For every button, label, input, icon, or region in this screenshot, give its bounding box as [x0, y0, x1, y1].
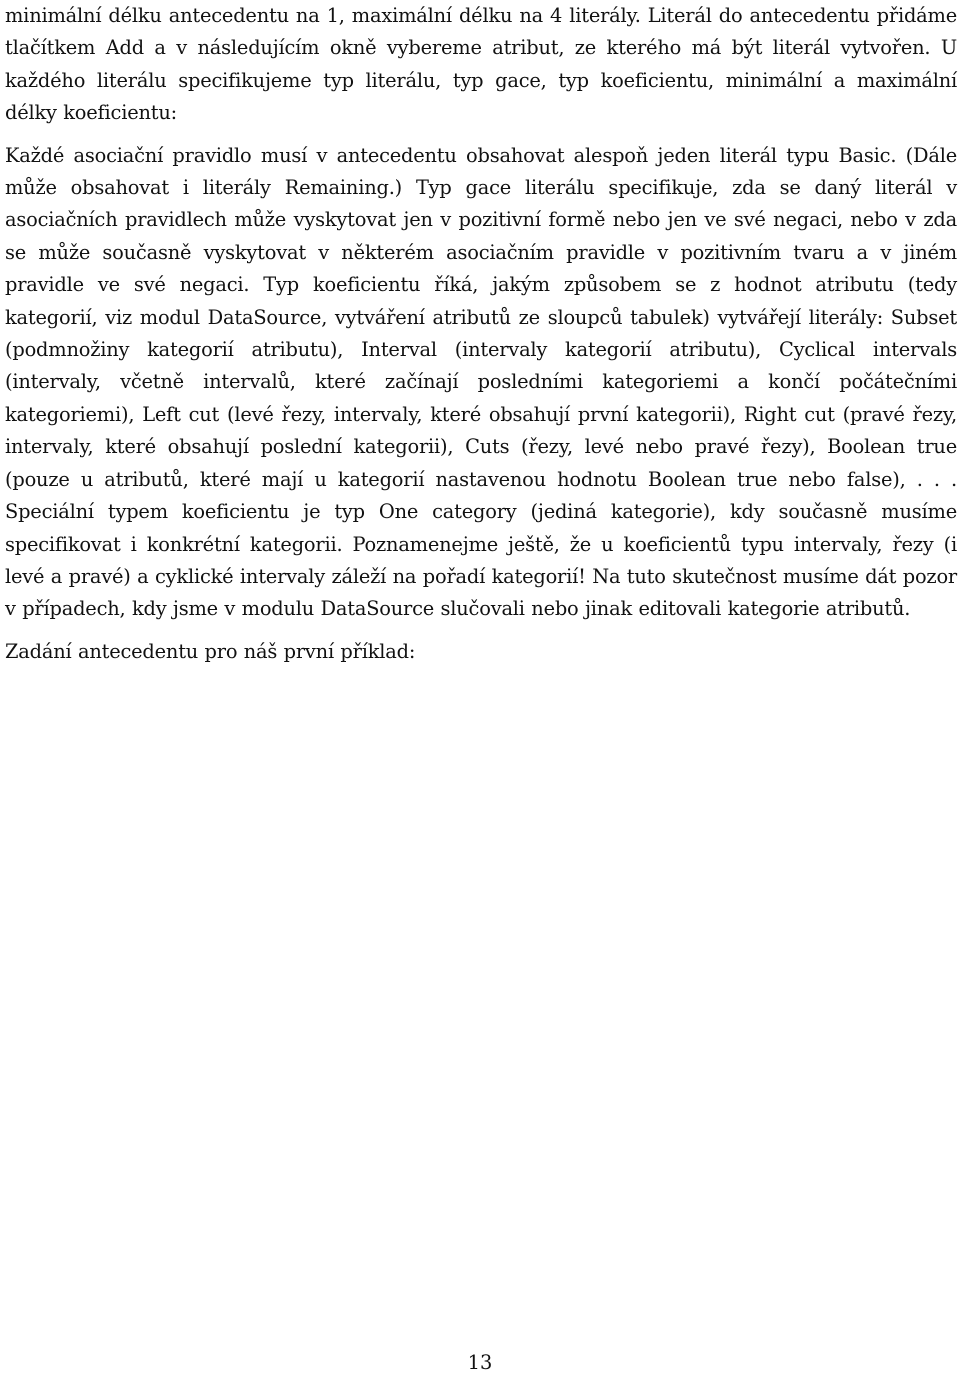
paragraph-antecedent-heading: Zadání antecedentu pro náš první příklad:	[5, 639, 416, 663]
page-number: 13	[467, 1351, 493, 1374]
paragraph-literal-types: Každé asociační pravidlo musí v antecedentu obsahovat alespoň jeden literál typu Basic. (Dále může obsahovat i literály Remaining.) Typ gace literálu specifikuje, zda se daný literál v asociačních pravidlech může vyskytovat jen v pozitivní formě nebo jen ve své negaci, nebo v zda se může současně vyskytovat v některém asociačním pravidle v pozitivním tvaru a v jiném pravidle ve své negaci. Typ koeficientu říká, jakým způsobem se z hodnot atributu (tedy kategorií, viz modul DataSource, vytváření atributů ze sloupců tabulek) vytvářejí literály: Subset (podmnožiny kategorií atributu), Interval (intervaly kategorií atributu), Cyclical intervals (intervaly, včetně intervalů, které začínají posledními kategoriemi a končí počátečními kategoriemi), Left cut (levé řezy, intervaly, které obsahují první kategorii), Right cut (pravé řezy, intervaly, které obsahují poslední kategorii), Cuts (řezy, levé nebo pravé řezy), Boolean true (pouze u atributů, které mají u kategorií nastavenou hodnotu Boolean true nebo false), . . . Speciální typem koeficientu je typ One category (jediná kategorie), kdy současně musíme specifikovat i konkrétní kategorii. Poznamenejme ještě, že u koeficientů typu intervaly, řezy (i levé a pravé) a cyklické intervaly záleží na pořadí kategorií! Na tuto skutečnost musíme dát pozor v případech, kdy jsme v modulu DataSource slučovali nebo jinak editovali kategorie atributů.	[5, 143, 957, 621]
document-page	[5, 0, 957, 668]
paragraph-intro: minimální délku antecedentu na 1, maximální délku na 4 literály. Literál do antecedentu přidáme tlačítkem Add a v následujícím okně vybereme atribut, ze kterého má být literál vytvořen. U každého literálu specifikujeme typ literálu, typ gace, typ koeficientu, minimální a maximální délky koeficientu:	[5, 4, 957, 125]
